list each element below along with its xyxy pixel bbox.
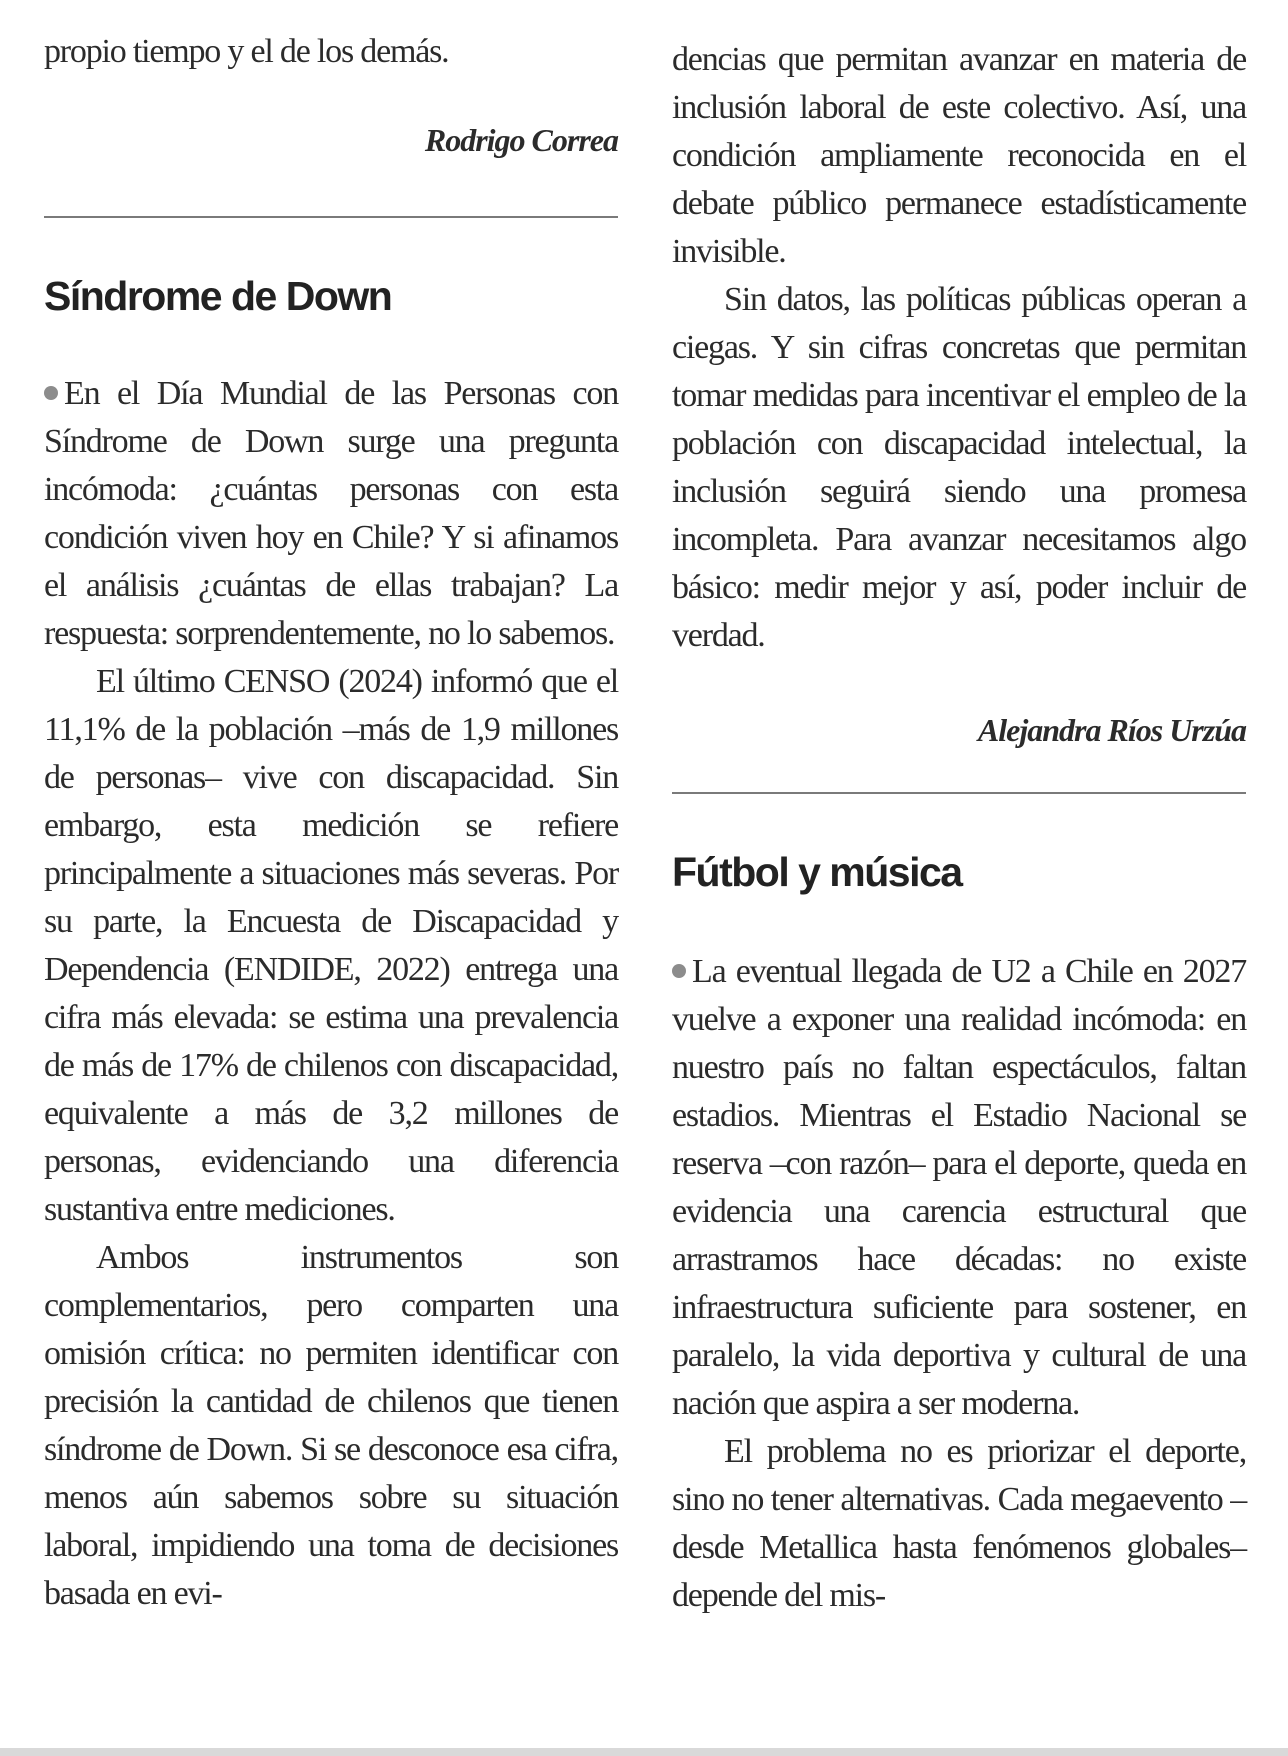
letter-paragraph: El último CENSO (2024) informó que el 11,1% de la población –más de 1,9 millones de personas– vive con discapacidad. Sin embargo, esta medición se refiere principalmente a situaciones más severas. Por su parte, la Encuesta de Discapacidad y Dependencia (ENDIDE, 2022) entrega una cifra más elevada: se estima una prevalencia de más de 17% de chilenos con discapacidad, equivalente a más de 3,2 millones de personas, evidenciando una diferencia sustantiva entre mediciones. — [44, 663, 618, 1228]
letter-author: Alejandra Ríos Urzúa — [977, 712, 1246, 748]
bullet-icon — [44, 386, 58, 400]
letter-title: Síndrome de Down — [44, 273, 392, 319]
continuation-body — [672, 36, 1246, 660]
letter-body — [672, 948, 1246, 1620]
letter-paragraph: La eventual llegada de U2 a Chile en 2027 vuelve a exponer una realidad incómoda: en nuestro país no faltan espectáculos, faltan estadios. Mientras el Estadio Nacional se reserva –con razón– para el deporte, queda en evidencia una carencia estructural que arrastramos hace décadas: no existe infraestructura suficiente para sostener, en paralelo, la vida deportiva y cultural de una nación que aspira a ser moderna. — [672, 953, 1246, 1422]
letter-paragraph: dencias que permitan avanzar en materia de inclusión laboral de este colectivo. Así, una condición ampliamente reconocida en el debate público permanece estadísticamente invisible. — [672, 41, 1246, 270]
letter-paragraph: El problema no es priorizar el deporte, sino no tener alternativas. Cada megaevento –desde Metallica hasta fenómenos globales– depende del mis- — [672, 1433, 1246, 1614]
bullet-icon — [672, 964, 686, 978]
letter-paragraph: Sin datos, las políticas públicas operan a ciegas. Y sin cifras concretas que permitan tomar medidas para incentivar el empleo de la población con discapacidad intelectual, la inclusión seguirá siendo una promesa incompleta. Para avanzar necesitamos algo básico: medir mejor y así, poder incluir de verdad. — [672, 281, 1246, 654]
letter-paragraph: En el Día Mundial de las Personas con Síndrome de Down surge una pregunta incómoda: ¿cuántas personas con esta condición viven hoy en Chile? Y si afinamos el análisis ¿cuántas de ellas trabajan? La respuesta: sorprendentemente, no lo sabemos. — [44, 375, 618, 652]
section-divider — [672, 792, 1246, 794]
continuation-text: propio tiempo y el de los demás. — [44, 33, 449, 70]
letter-paragraph: Ambos instrumentos son complementarios, pero comparten una omisión crítica: no permiten identificar con precisión la cantidad de chilenos que tienen síndrome de Down. Si se desconoce esa cifra, menos aún sabemos sobre su situación laboral, impidiendo una toma de decisiones basada en evi- — [44, 1239, 618, 1612]
section-divider — [44, 216, 618, 218]
letter-body — [44, 370, 618, 1618]
letter-title: Fútbol y música — [672, 849, 962, 895]
page-bottom-band — [0, 1748, 1288, 1756]
previous-author: Rodrigo Correa — [424, 122, 618, 158]
